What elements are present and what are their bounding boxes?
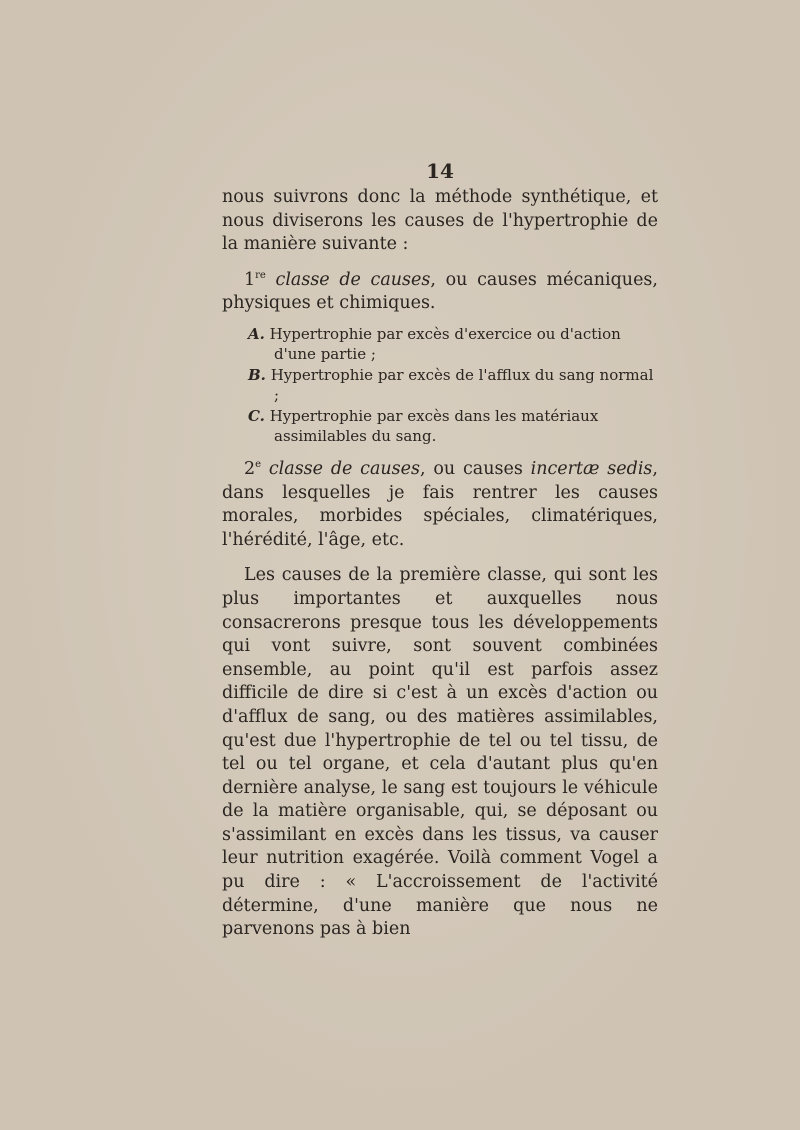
list-item-letter: A. xyxy=(248,324,265,343)
second-class-latin: incertæ sedis xyxy=(530,458,653,479)
second-class-text: , dans lesquelles je fais rentrer les causes morales, morbides spéciales, climatériques, l'hérédité, l'âge, etc. xyxy=(222,458,658,550)
second-class-number: 2 xyxy=(244,458,256,479)
list-item-letter: B. xyxy=(248,365,266,384)
first-class-heading xyxy=(222,269,658,316)
list-item-letter: C. xyxy=(248,406,265,425)
subitem-list xyxy=(222,324,658,446)
second-class-label: classe de causes xyxy=(268,458,421,479)
intro-paragraph: nous suivrons donc la méthode synthétique, et nous diviserons les causes de l'hypertrophie de la manière suivante : xyxy=(222,187,658,255)
first-class-number: 1 xyxy=(244,269,256,290)
first-class-label: classe de causes xyxy=(275,269,431,290)
list-item xyxy=(222,324,658,364)
first-class-superscript: re xyxy=(255,269,266,281)
list-item xyxy=(222,365,658,405)
list-item-text: Hypertrophie par excès d'exercice ou d'action d'une partie ; xyxy=(269,324,621,363)
list-item-text: Hypertrophie par excès de l'afflux du sang normal ; xyxy=(270,365,654,404)
list-item xyxy=(222,406,658,446)
body-paragraph: Les causes de la première classe, qui sont les plus importantes et auxquelles nous consacrerons presque tous les développements qui vont suivre, sont souvent combinées ensemble, au point qu'il est parfois assez difficile de dire si c'est à un excès d'action ou d'afflux de sang, ou des matières assimilables, qu'est due l'hypertrophie de tel ou tel tissu, de tel ou tel organe, et cela d'autant plus qu'en dernière analyse, le sang est toujours le véhicule de la matière organisable, qui, se déposant ou s'assimilant en excès dans les tissus, va causer leur nutrition exagérée. Voilà comment Vogel a pu dire : « L'accroissement de l'activité détermine, d'une manière que nous ne parvenons pas à bien xyxy=(222,565,658,940)
page-number: 14 xyxy=(426,159,454,183)
text-block xyxy=(222,160,658,942)
first-class-text: , ou causes mécaniques, physiques et chimiques. xyxy=(222,269,658,314)
second-class-superscript: e xyxy=(255,459,262,471)
list-item-text: Hypertrophie par excès dans les matériaux assimilables du sang. xyxy=(269,406,599,445)
second-class-heading xyxy=(222,458,658,552)
second-class-mid: , ou causes xyxy=(420,458,531,479)
